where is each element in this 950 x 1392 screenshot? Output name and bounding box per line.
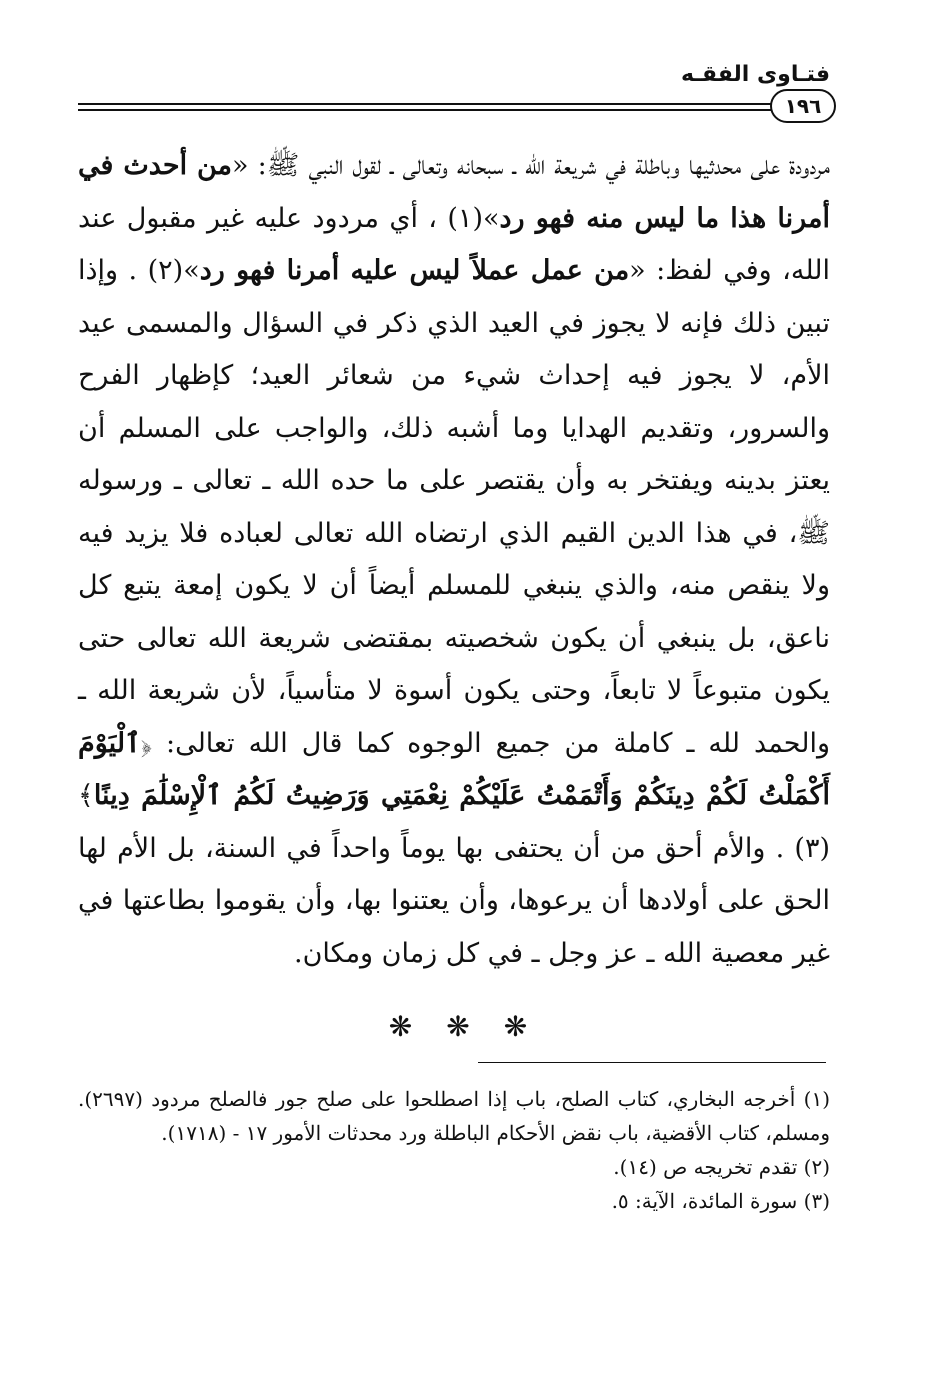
body-text [78,140,830,980]
body-segment: . وإذا تبين ذلك فإنه لا يجوز في العيد الذي ذكر في السؤال والمسمى عيد الأم، لا يجوز فيه إحداث شيء من شعائر العيد؛ كإظهار الفرح والسرور، وتقديم الهدايا وما أشبه ذلك، والواجب على المسلم أن يعتز بدينه ويفتخر به وأن يقتصر على ما حده الله ـ تعالى ـ ورسوله ﷺ، في هذا الدين القيم الذي ارتضاه الله تعالى لعباده فلا يزيد فيه ولا ينقص منه، والذي ينبغي للمسلم أيضاً أن لا يكون إمعة يتبع كل ناعق، بل ينبغي أن يكون شخصيته بمقتضى شريعة الله تعالى حتى يكون متبوعاً لا تابعاً، وحتى يكون أسوة لا متأسياً، لأن شريعة الله ـ والحمد لله ـ كاملة من جميع الوجوه كما قال الله تعالى: ﴿ [78,255,830,759]
footnote-3: (٣) سورة المائدة، الآية: ٥. [611,1189,830,1213]
header-rule-top [78,103,778,105]
body-segment: ، أي مردود عليه غير مقبول عند الله، وفي لفظ: « [78,202,831,286]
hadith-quote: من عمل عملاً ليس عليه أمرنا فهو رد [199,255,630,286]
footnote-ref: »(١) [447,202,500,234]
running-title: فتـاوى الفقـه [681,62,830,87]
hadith-quote: من أحدث في أمرنا هذا ما ليس منه فهو رد [78,150,830,234]
page-number: ١٩٦ [770,89,836,123]
footnote-2: (٢) تقدم تخريجه ص (١٤). [613,1155,830,1179]
footnote-ref: »(٢) [147,255,200,286]
footnote-1: (١) أخرجه البخاري، كتاب الصلح، باب إذا اصطلحوا على صلح جور فالصلح مردود (٢٦٩٧). ومسلم، كتاب الأقضية، باب نقض الأحكام الباطلة ورد محدثات الأمور ١٧ - (١٧١٨). [78,1087,830,1145]
header-rule-bottom [78,109,778,111]
quran-verse: ٱلْيَوْمَ أَكْمَلْتُ لَكُمْ دِينَكُمْ وَأَتْمَمْتُ عَلَيْكُمْ نِعْمَتِي وَرَضِيتُ لَكُمُ ٱلْإِسْلَٰمَ دِينًا [78,727,830,811]
footnote-rule [478,1062,826,1063]
body-segment: مردودة على محدثيها وباطلة في شريعة الله ـ سبحانه وتعالى ـ لقول النبي ﷺ: « [232,150,831,181]
footnotes [78,1082,830,1218]
footnote-ref: ﴾(٣) [78,780,831,864]
body-segment: . والأم أحق من أن يحتفى بها يوماً واحداً في السنة، بل الأم لها الحق على أولادها أن يرعوها، وأن يعتنوا بها، وأن يقوموا بطاعتها في غير معصية الله ـ عز وجل ـ في كل زمان ومكان. [78,832,830,969]
section-separator: ❋❋❋ [388,1010,562,1043]
